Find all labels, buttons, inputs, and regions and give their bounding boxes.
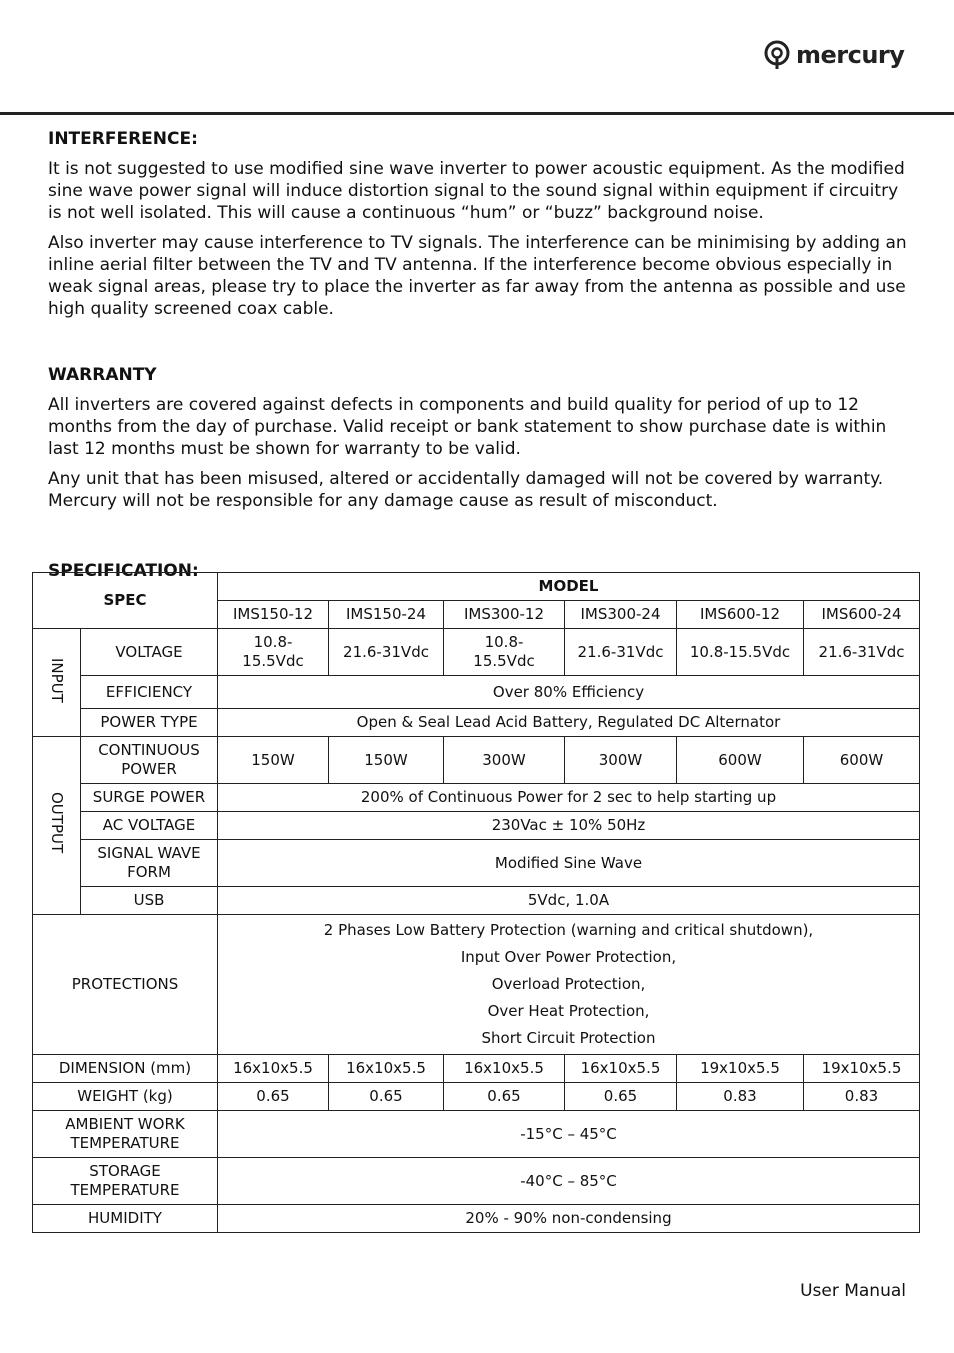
continuous-power-value: 150W bbox=[218, 737, 329, 784]
output-group-label: OUTPUT bbox=[48, 792, 66, 854]
row-label: SURGE POWER bbox=[81, 784, 218, 812]
ambient-temp-value: -15°C – 45°C bbox=[218, 1111, 920, 1158]
weight-value: 0.83 bbox=[677, 1083, 804, 1111]
spec-header: SPEC bbox=[33, 573, 218, 629]
protection-line: 2 Phases Low Battery Protection (warning and critical shutdown), bbox=[323, 921, 814, 939]
dimension-value: 19x10x5.5 bbox=[804, 1055, 920, 1083]
output-group-cell bbox=[33, 737, 81, 915]
dimension-value: 16x10x5.5 bbox=[444, 1055, 565, 1083]
signal-wave-value: Modified Sine Wave bbox=[218, 840, 920, 887]
protection-line: Input Over Power Protection, bbox=[460, 948, 677, 966]
weight-value: 0.65 bbox=[565, 1083, 677, 1111]
interference-paragraph-2: Also inverter may cause interference to TV signals. The interference can be minimising by adding an inline aerial filter between the TV and TV antenna. If the interference become obvious especially in weak signal areas, please try to place the inverter as far away from the antenna as possible and use high quality screened coax cable. bbox=[48, 233, 907, 319]
voltage-value: 21.6-31Vdc bbox=[565, 629, 677, 676]
dimension-value: 16x10x5.5 bbox=[565, 1055, 677, 1083]
voltage-value: 10.8-15.5Vdc bbox=[444, 629, 565, 676]
warranty-heading: WARRANTY bbox=[48, 365, 157, 385]
power-type-value: Open & Seal Lead Acid Battery, Regulated DC Alternator bbox=[218, 709, 920, 737]
dimension-value: 16x10x5.5 bbox=[329, 1055, 444, 1083]
row-label: WEIGHT (kg) bbox=[33, 1083, 218, 1111]
row-label: VOLTAGE bbox=[81, 629, 218, 676]
model-name: IMS150-24 bbox=[329, 601, 444, 629]
brand-logo bbox=[762, 40, 904, 70]
protection-line: Overload Protection, bbox=[491, 975, 646, 993]
brand-name: mercury bbox=[796, 41, 905, 69]
model-name: IMS300-24 bbox=[565, 601, 677, 629]
weight-value: 0.83 bbox=[804, 1083, 920, 1111]
footer-text: User Manual bbox=[800, 1281, 906, 1301]
storage-temp-value: -40°C – 85°C bbox=[218, 1158, 920, 1205]
weight-value: 0.65 bbox=[218, 1083, 329, 1111]
weight-value: 0.65 bbox=[329, 1083, 444, 1111]
ac-voltage-value: 230Vac ± 10% 50Hz bbox=[218, 812, 920, 840]
usb-value: 5Vdc, 1.0A bbox=[218, 887, 920, 915]
dimension-value: 16x10x5.5 bbox=[218, 1055, 329, 1083]
row-label: DIMENSION (mm) bbox=[33, 1055, 218, 1083]
row-label: PROTECTIONS bbox=[33, 915, 218, 1055]
row-label: AC VOLTAGE bbox=[81, 812, 218, 840]
protection-line: Over Heat Protection, bbox=[487, 1002, 650, 1020]
model-name: IMS150-12 bbox=[218, 601, 329, 629]
efficiency-value: Over 80% Efficiency bbox=[218, 676, 920, 709]
model-name: IMS600-24 bbox=[804, 601, 920, 629]
row-label: HUMIDITY bbox=[33, 1205, 218, 1233]
voltage-value: 21.6-31Vdc bbox=[804, 629, 920, 676]
header-rule bbox=[0, 112, 954, 115]
row-label: SIGNAL WAVE FORM bbox=[81, 840, 218, 887]
row-label: POWER TYPE bbox=[81, 709, 218, 737]
voltage-value: 10.8-15.5Vdc bbox=[677, 629, 804, 676]
warranty-paragraph-2: Any unit that has been misused, altered or accidentally damaged will not be covered by warranty. Mercury will not be responsible for any damage cause as result of misconduct. bbox=[48, 469, 884, 511]
dimension-value: 19x10x5.5 bbox=[677, 1055, 804, 1083]
interference-paragraph-1: It is not suggested to use modified sine wave inverter to power acoustic equipment. As the modified sine wave power signal will induce distortion signal to the sound signal within equipment if circuitry is not well isolated. This will cause a continuous “hum” or “buzz” background noise. bbox=[48, 159, 905, 223]
input-group-label: INPUT bbox=[48, 657, 66, 703]
row-label: CONTINUOUS POWER bbox=[81, 737, 218, 784]
weight-value: 0.65 bbox=[444, 1083, 565, 1111]
mercury-logo-icon bbox=[762, 40, 792, 70]
row-label: STORAGE TEMPERATURE bbox=[33, 1158, 218, 1205]
protection-line: Short Circuit Protection bbox=[481, 1029, 656, 1047]
specification-table bbox=[32, 572, 920, 1233]
voltage-value: 10.8-15.5Vdc bbox=[218, 629, 329, 676]
continuous-power-value: 600W bbox=[804, 737, 920, 784]
continuous-power-value: 600W bbox=[677, 737, 804, 784]
continuous-power-value: 300W bbox=[444, 737, 565, 784]
warranty-paragraph-1: All inverters are covered against defects in components and build quality for period of up to 12 months from the day of purchase. Valid receipt or bank statement to show purchase date is within last 12 months must be shown for warranty to be valid. bbox=[48, 395, 887, 459]
input-group-cell bbox=[33, 629, 81, 737]
humidity-value: 20% - 90% non-condensing bbox=[218, 1205, 920, 1233]
interference-heading: INTERFERENCE: bbox=[48, 129, 198, 149]
protections-value bbox=[218, 915, 920, 1055]
model-header: MODEL bbox=[218, 573, 920, 601]
voltage-value: 21.6-31Vdc bbox=[329, 629, 444, 676]
row-label: EFFICIENCY bbox=[81, 676, 218, 709]
model-name: IMS600-12 bbox=[677, 601, 804, 629]
surge-power-value: 200% of Continuous Power for 2 sec to help starting up bbox=[218, 784, 920, 812]
model-name: IMS300-12 bbox=[444, 601, 565, 629]
continuous-power-value: 150W bbox=[329, 737, 444, 784]
row-label: AMBIENT WORK TEMPERATURE bbox=[33, 1111, 218, 1158]
specification-heading: SPECIFICATION: bbox=[48, 561, 199, 581]
document-body bbox=[48, 128, 910, 590]
continuous-power-value: 300W bbox=[565, 737, 677, 784]
row-label: USB bbox=[81, 887, 218, 915]
